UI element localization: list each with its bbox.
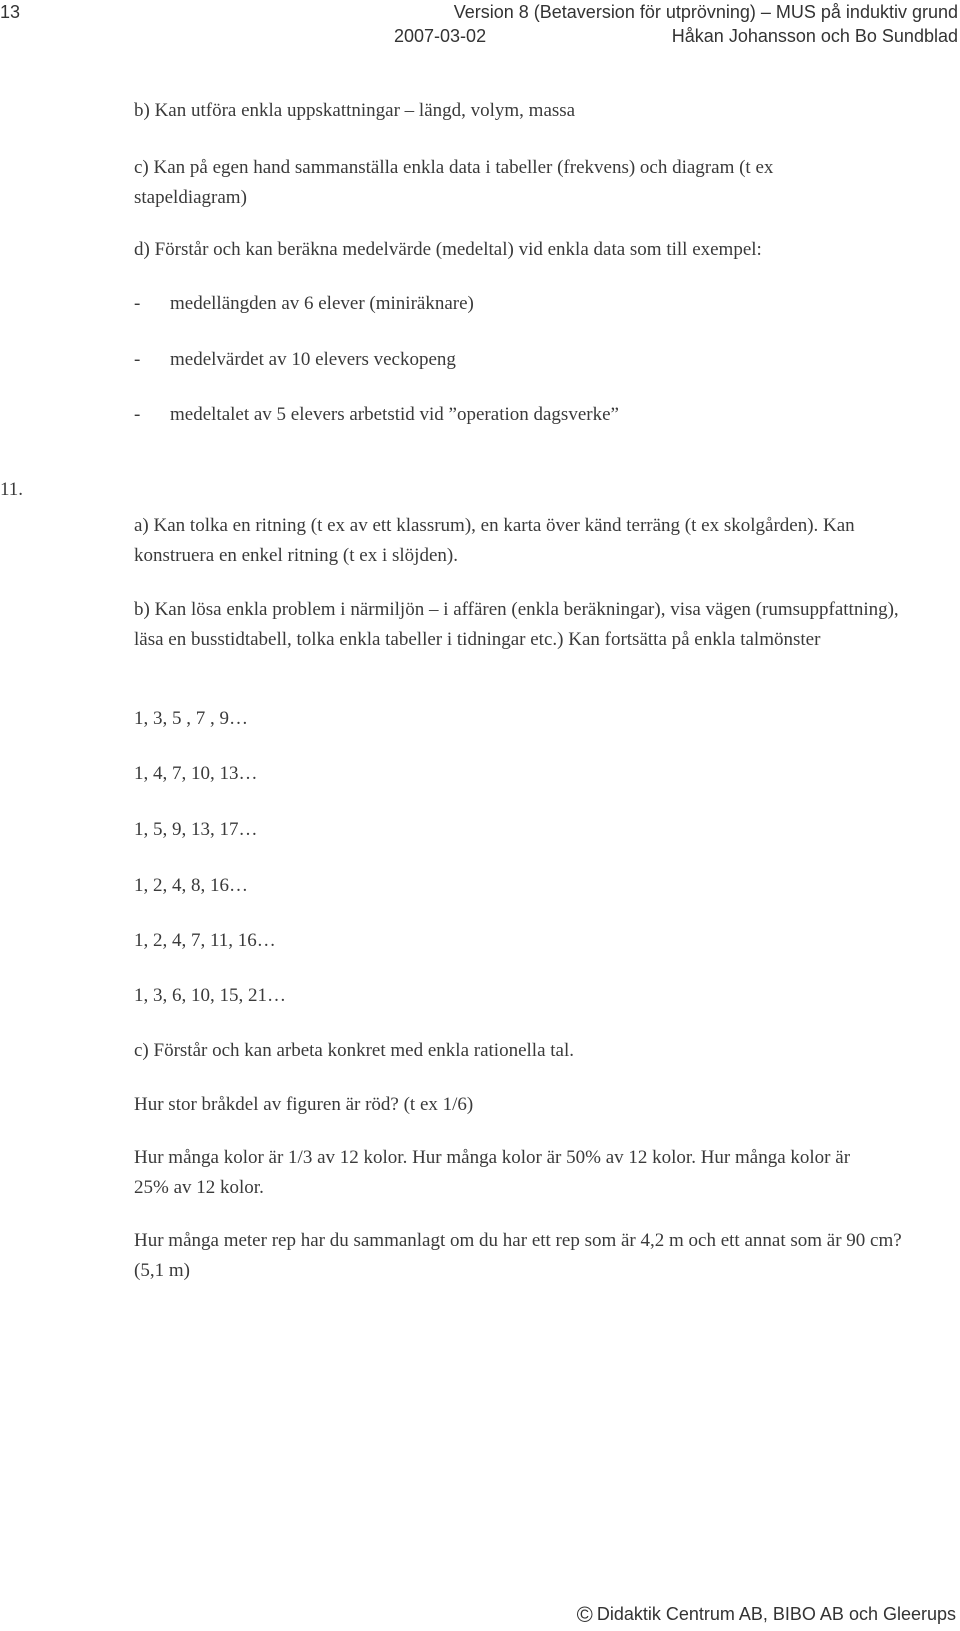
- number-pattern: 1, 2, 4, 8, 16…: [134, 875, 248, 896]
- question-kolor: Hur många kolor är 1/3 av 12 kolor. Hur många kolor är 50% av 12 kolor. Hur många kolor är 25% av 12 kolor.: [134, 1147, 851, 1198]
- bullet-dash: -: [134, 349, 141, 370]
- number-pattern: 1, 4, 7, 10, 13…: [134, 763, 258, 784]
- bullet-item-3: medeltalet av 5 elevers arbetstid vid ”operation dagsverke”: [170, 404, 619, 425]
- item-10c-line2: stapeldiagram): [134, 187, 247, 208]
- item-10c-line1: c) Kan på egen hand sammanställa enkla data i tabeller (frekvens) och diagram (t ex: [134, 157, 774, 178]
- question-rope: Hur många meter rep har du sammanlagt om du har ett rep som är 4,2 m och ett annat som är 90 cm? (5,1 m): [134, 1230, 902, 1281]
- section-number: 11.: [0, 479, 24, 500]
- question-fraction: Hur stor bråkdel av figuren är röd? (t ex 1/6): [134, 1094, 474, 1115]
- page-number: 13: [0, 2, 21, 22]
- bullet-dash: -: [134, 404, 141, 425]
- document-authors: Håkan Johansson och Bo Sundblad: [671, 26, 958, 46]
- item-10b: b) Kan utföra enkla uppskattningar – längd, volym, massa: [134, 100, 576, 121]
- footer-copyright: [577, 1604, 956, 1626]
- item-10d: d) Förstår och kan beräkna medelvärde (medeltal) vid enkla data som till exempel:: [134, 239, 762, 260]
- document-title: Version 8 (Betaversion för utprövning) – MUS på induktiv grund: [453, 2, 958, 22]
- item-11b: b) Kan lösa enkla problem i närmiljön – i affären (enkla beräkningar), visa vägen (rumsuppfattning), läsa en busstidtabell, tolka enkla tabeller i tidningar etc.) Kan fortsätta på enkla talmönster: [134, 599, 899, 650]
- document-date: 2007-03-02: [394, 26, 487, 46]
- bullet-item-2: medelvärdet av 10 elevers veckopeng: [170, 349, 456, 370]
- footer-publisher: Didaktik Centrum AB, BIBO AB och Gleerups: [596, 1604, 956, 1624]
- number-pattern: 1, 3, 6, 10, 15, 21…: [134, 985, 286, 1006]
- bullet-item-1: medellängden av 6 elever (miniräknare): [170, 293, 474, 314]
- item-11c: c) Förstår och kan arbeta konkret med enkla rationella tal.: [134, 1040, 574, 1061]
- number-pattern: 1, 3, 5 , 7 , 9…: [134, 708, 248, 729]
- copyright-icon: ©: [576, 1602, 593, 1627]
- bullet-dash: -: [134, 293, 141, 314]
- number-pattern: 1, 2, 4, 7, 11, 16…: [134, 930, 276, 951]
- number-pattern: 1, 5, 9, 13, 17…: [134, 819, 258, 840]
- item-11a: a) Kan tolka en ritning (t ex av ett klassrum), en karta över känd terräng (t ex skolgården). Kan konstruera en enkel ritning (t ex i slöjden).: [134, 515, 855, 566]
